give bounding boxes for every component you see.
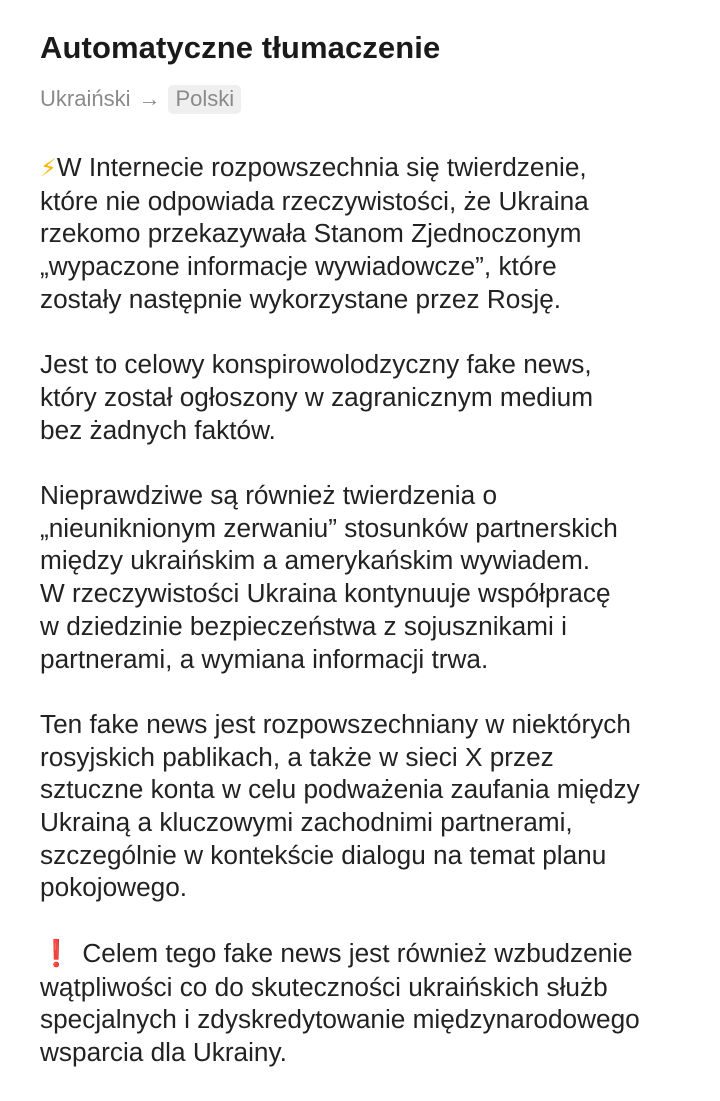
source-language-label: Ukraiński [40, 86, 131, 111]
text-line: wątpliwości co do skuteczności ukraińskich służb [40, 971, 608, 1002]
text-line: w dziedzinie bezpieczeństwa z sojusznikami i [40, 610, 567, 641]
text-line: partnerami, a wymiana informacji trwa. [40, 643, 489, 674]
text-line: „nieuniknionym zerwaniu” stosunków partnerskich [40, 512, 618, 543]
text-line: W rzeczywistości Ukraina kontynuuje współpracę [40, 578, 611, 609]
arrow-right-icon: → [138, 86, 161, 111]
text-line: szczególnie w kontekście dialogu na temat planu [40, 839, 607, 870]
paragraph-1 [40, 151, 690, 316]
text-line: rzekomo przekazywała Stanom Zjednoczonym [40, 218, 582, 249]
text-line: wsparcia dla Ukrainy. [40, 1036, 287, 1067]
text-line: bez żadnych faktów. [40, 414, 276, 445]
text-line: specjalnych i zdyskredytowanie międzynarodowego [40, 1004, 640, 1035]
text-line: które nie odpowiada rzeczywistości, że Ukraina [40, 185, 589, 216]
translated-text [40, 151, 690, 1101]
text-line: zostały następnie wykorzystane przez Rosję. [40, 283, 562, 314]
paragraph-4 [40, 708, 690, 904]
text-line: ❗ Celem tego fake news jest również wzbudzenie [40, 937, 633, 969]
text-line: Ukrainą a kluczowymi zachodnimi partnerami, [40, 807, 573, 838]
paragraph-2 [40, 348, 690, 446]
text-line: ⚡W Internecie rozpowszechnia się twierdzenie, [40, 152, 587, 182]
language-pair [40, 84, 241, 114]
text-line: pokojowego. [40, 872, 188, 903]
exclamation-icon: ❗ [40, 938, 73, 969]
text-line: Jest to celowy konspirowolodzyczny fake news, [40, 349, 592, 380]
text-line: „wypaczone informacje wywiadowcze”, które [40, 251, 557, 282]
text-line: który został ogłoszony w zagranicznym medium [40, 381, 594, 412]
text-line: Ten fake news jest rozpowszechniany w niektórych [40, 708, 631, 739]
lightning-icon: ⚡ [40, 154, 57, 182]
paragraph-3 [40, 479, 690, 675]
panel-title: Automatyczne tłumaczenie [40, 30, 441, 65]
text-line: sztuczne konta w celu podważenia zaufania między [40, 774, 640, 805]
paragraph-5 [40, 937, 690, 1069]
target-language-button[interactable]: Polski [168, 85, 241, 114]
text-line: między ukraińskim a amerykańskim wywiadem. [40, 545, 591, 576]
text-line: Nieprawdziwe są również twierdzenia o [40, 480, 498, 510]
text-line: rosyjskich pablikach, a także w sieci X przez [40, 741, 554, 772]
